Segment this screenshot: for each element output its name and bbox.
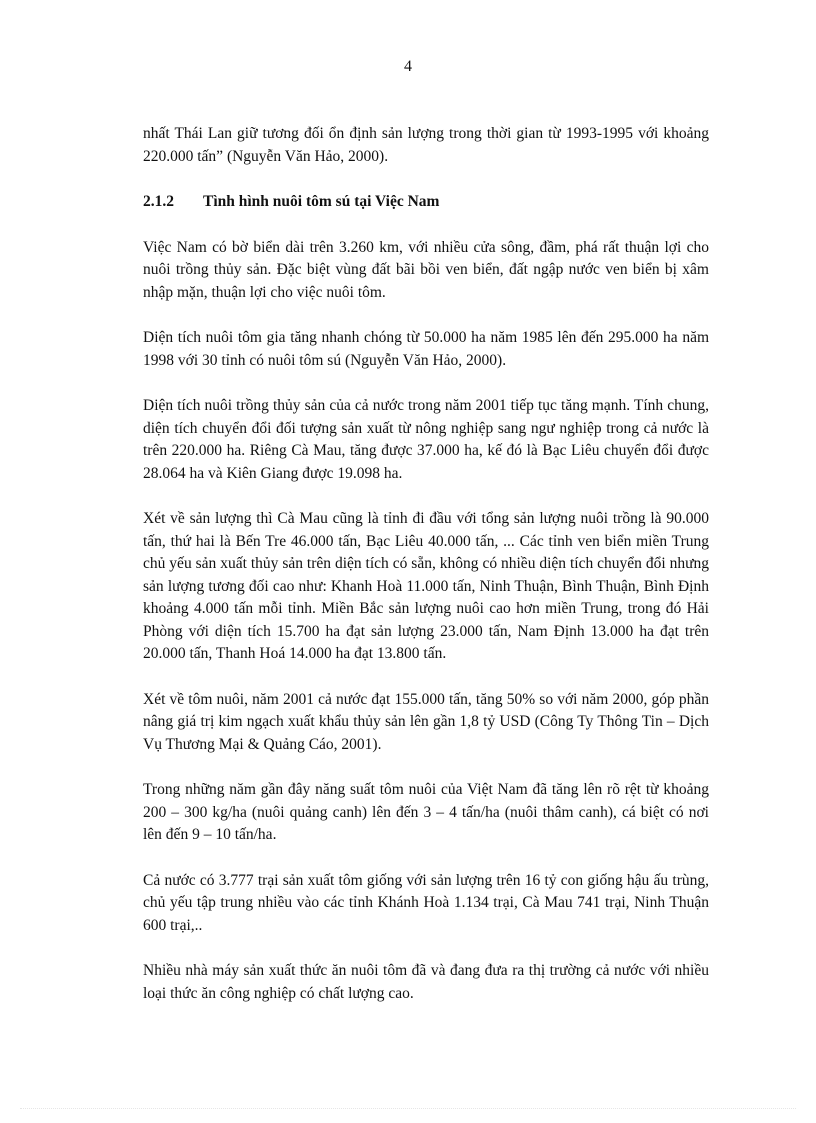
section-number: 2.1.2: [143, 193, 174, 210]
paragraph-continuation: nhất Thái Lan giữ tương đối ổn định sản lượng trong thời gian từ 1993-1995 với khoảng 220.000 tấn” (Nguyễn Văn Hảo, 2000).: [143, 125, 709, 165]
paragraph-hatcheries: Cả nước có 3.777 trại sản xuất tôm giống với sản lượng trên 16 tỷ con giống hậu ấu trùng, chủ yếu tập trung nhiều vào các tỉnh Khánh Hoà 1.134 trại, Cà Mau 741 trại, Ninh Thuận 600 trại,..: [143, 871, 709, 934]
paragraph-feed-mills: Nhiều nhà máy sản xuất thức ăn nuôi tôm đã và đang đưa ra thị trường cả nước với nhiều loại thức ăn công nghiệp có chất lượng cao.: [143, 962, 709, 1002]
section-title: Tình hình nuôi tôm sú tại Việc Nam: [203, 193, 440, 210]
paragraph-coastline: Việc Nam có bờ biển dài trên 3.260 km, với nhiều cửa sông, đầm, phá rất thuận lợi cho nuôi trồng thủy sản. Đặc biệt vùng đất bãi bồi ven biển, đất ngập nước ven biển bị xâm nhập mặn, thuận lợi cho việc nuôi tôm.: [143, 238, 709, 301]
page-number: 4: [404, 58, 412, 75]
paragraph-aquaculture-2001: Diện tích nuôi trồng thủy sản của cả nước trong năm 2001 tiếp tục tăng mạnh. Tính chung, diện tích chuyển đổi đối tượng sản xuất từ nông nghiệp sang ngư nghiệp trong cả nước là trên 220.000 ha. Riêng Cà Mau, tăng được 37.000 ha, kế đó là Bạc Liêu chuyển đổi được 28.064 ha và Kiên Giang được 19.098 ha.: [143, 397, 709, 482]
paragraph-shrimp-2001: Xét về tôm nuôi, năm 2001 cả nước đạt 155.000 tấn, tăng 50% so với năm 2000, góp phần nâng giá trị kim ngạch xuất khẩu thủy sản lên gần 1,8 tỷ USD (Công Ty Thông Tin – Dịch Vụ Thương Mại & Quảng Cáo, 2001).: [143, 690, 709, 753]
paragraph-production: Xét về sản lượng thì Cà Mau cũng là tỉnh đi đầu với tổng sản lượng nuôi trồng là 90.000 tấn, thứ hai là Bến Tre 46.000 tấn, Bạc Liêu 40.000 tấn, ... Các tỉnh ven biển miền Trung chủ yếu sản xuất thủy sản trên diện tích có sẵn, không có nhiều diện tích chuyển đổi nhưng sản lượng tương đối cao như: Khanh Hoà 11.000 tấn, Ninh Thuận, Bình Thuận, Bình Định khoảng 4.000 tấn mỗi tỉnh. Miền Bắc sản lượng nuôi cao hơn miền Trung, trong đó Hải Phòng với diện tích 15.700 ha đạt sản lượng 23.000 tấn, Nam Định 13.000 ha đạt trên 20.000 tấn, Thanh Hoá 14.000 ha đạt 13.800 tấn.: [143, 510, 709, 662]
document-body: [143, 123, 709, 1005]
paragraph-area-growth: Diện tích nuôi tôm gia tăng nhanh chóng từ 50.000 ha năm 1985 lên đến 295.000 ha năm 1998 với 30 tỉnh có nuôi tôm sú (Nguyễn Văn Hảo, 2000).: [143, 329, 709, 369]
section-heading: [143, 191, 709, 214]
page-bottom-divider: [20, 1108, 796, 1109]
paragraph-yield: Trong những năm gần đây năng suất tôm nuôi của Việt Nam đã tăng lên rõ rệt từ khoảng 200 – 300 kg/ha (nuôi quảng canh) lên đến 3 – 4 tấn/ha (nuôi thâm canh), cá biệt có nơi lên đến 9 – 10 tấn/ha.: [143, 781, 709, 843]
